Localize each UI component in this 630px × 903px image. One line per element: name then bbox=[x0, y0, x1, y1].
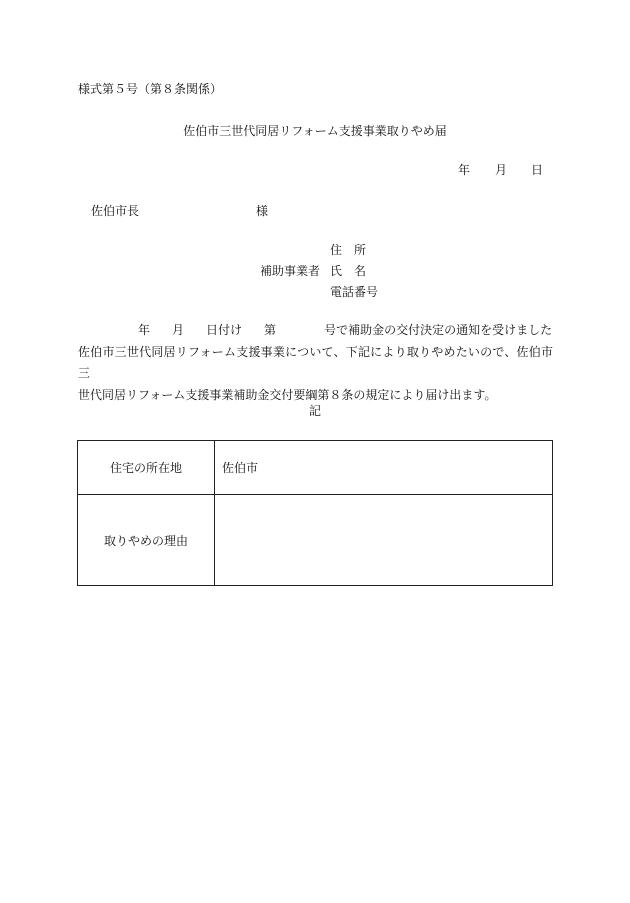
table-row bbox=[78, 495, 553, 586]
applicant-address-label: 住 所 bbox=[330, 243, 367, 257]
addressee-name: 佐伯市長 bbox=[91, 204, 140, 218]
address-value-cell[interactable]: 佐伯市 bbox=[215, 441, 553, 495]
date-month-label: 月 bbox=[495, 163, 508, 177]
applicant-role: 補助事業者 bbox=[260, 264, 321, 278]
reason-value-cell[interactable] bbox=[215, 495, 553, 586]
reason-label-cell: 取りやめの理由 bbox=[78, 495, 215, 586]
addressee-honorific: 様 bbox=[256, 204, 269, 218]
body-paragraph bbox=[78, 320, 553, 406]
body-line2: 佐伯市三世代同居リフォーム支援事業について、下記により取りやめたいので、佐伯市三 bbox=[78, 344, 553, 380]
date-day-label: 日 bbox=[531, 163, 544, 177]
address-label-cell: 住宅の所在地 bbox=[78, 441, 215, 495]
applicant-phone-label: 電話番号 bbox=[330, 285, 379, 299]
body-dated-label: 日付け bbox=[206, 323, 243, 337]
detail-table bbox=[77, 440, 553, 586]
body-line1: 号で補助金の交付決定の通知を受けました bbox=[324, 323, 553, 337]
body-year-label: 年 bbox=[138, 323, 151, 337]
body-line3: 世代同居リフォーム支援事業補助金交付要綱第８条の規定により届け出ます。 bbox=[78, 387, 497, 402]
body-number-prefix: 第 bbox=[264, 323, 277, 337]
form-number: 様式第５号（第８条関係） bbox=[78, 82, 223, 96]
body-month-label: 月 bbox=[172, 323, 185, 337]
applicant-name-label: 氏 名 bbox=[330, 264, 367, 278]
ki-heading: 記 bbox=[308, 404, 321, 418]
table-row bbox=[78, 441, 553, 495]
date-year-label: 年 bbox=[458, 163, 471, 177]
document-title: 佐伯市三世代同居リフォーム支援事業取りやめ届 bbox=[183, 124, 447, 138]
